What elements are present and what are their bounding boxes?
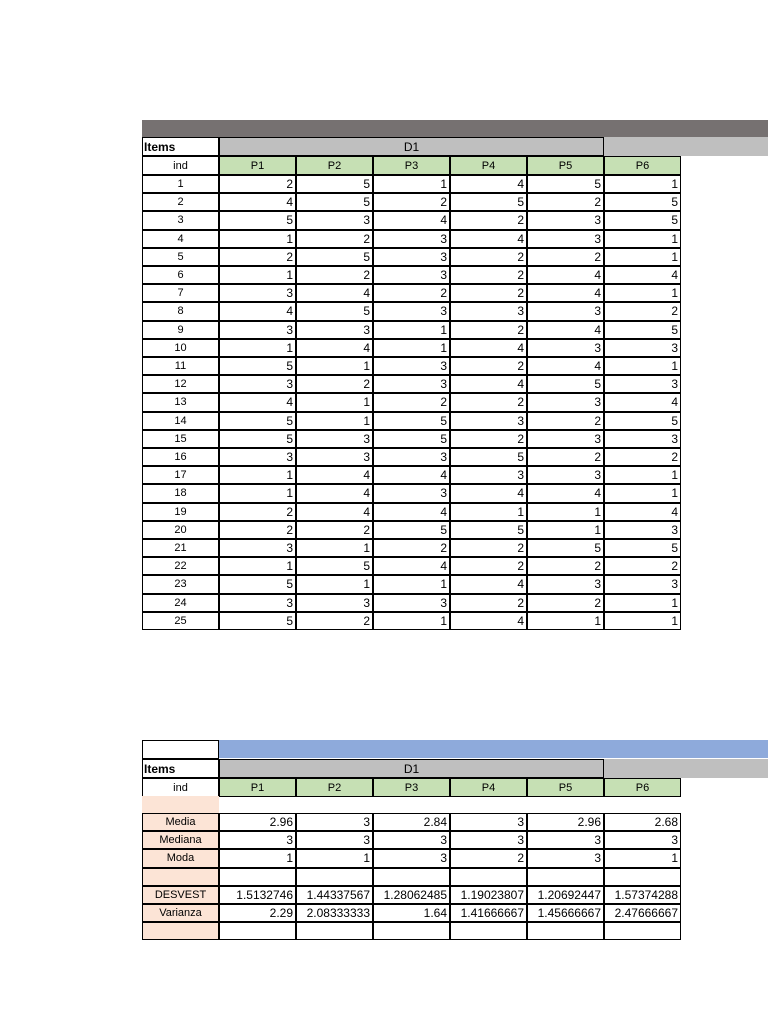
- table1-cell[interactable]: 4: [373, 503, 450, 521]
- table1-cell[interactable]: 4: [219, 302, 296, 321]
- table1-column-header-p1[interactable]: P1: [219, 156, 296, 175]
- table1-cell[interactable]: 4: [604, 393, 681, 412]
- table1-cell[interactable]: 1: [219, 230, 296, 248]
- table2-stat-cell[interactable]: 2: [450, 849, 527, 868]
- table2-stat-cell[interactable]: [604, 868, 681, 886]
- table2-stat-label[interactable]: DESVEST: [142, 886, 219, 904]
- table1-cell[interactable]: 5: [527, 175, 604, 193]
- table1-cell[interactable]: 4: [296, 466, 373, 484]
- table1-cell[interactable]: 5: [604, 412, 681, 430]
- table1-cell[interactable]: 2: [450, 211, 527, 230]
- table2-stat-cell[interactable]: 3: [296, 831, 373, 849]
- table1-cell[interactable]: 3: [527, 575, 604, 594]
- table2-stat-cell[interactable]: 2.96: [219, 813, 296, 831]
- table1-cell[interactable]: 4: [296, 484, 373, 503]
- table2-stat-cell[interactable]: 1.45666667: [527, 904, 604, 922]
- table2-stat-cell[interactable]: [219, 922, 296, 940]
- table1-cell[interactable]: 3: [450, 466, 527, 484]
- table2-column-header-p6[interactable]: P6: [604, 778, 681, 797]
- table1-cell[interactable]: 2: [373, 284, 450, 302]
- table2-stat-cell[interactable]: 2.96: [527, 813, 604, 831]
- table1-cell[interactable]: 2: [527, 412, 604, 430]
- table1-cell[interactable]: 2: [604, 448, 681, 466]
- table1-row-index[interactable]: 5: [142, 248, 219, 266]
- table2-title-bar: [219, 740, 768, 758]
- table1-cell[interactable]: 1: [604, 357, 681, 375]
- table1-cell[interactable]: 3: [373, 230, 450, 248]
- table1-cell[interactable]: 1: [373, 175, 450, 193]
- table1-cell[interactable]: 3: [527, 302, 604, 321]
- table1-cell[interactable]: 4: [450, 612, 527, 630]
- table2-stat-cell[interactable]: 3: [450, 831, 527, 849]
- table2-column-header-p4[interactable]: P4: [450, 778, 527, 797]
- table1-cell[interactable]: 5: [604, 193, 681, 211]
- table2-stat-cell[interactable]: [450, 922, 527, 940]
- table1-row-index[interactable]: 10: [142, 339, 219, 357]
- table1-cell[interactable]: 1: [527, 612, 604, 630]
- table1-cell[interactable]: 2: [296, 612, 373, 630]
- table2-stat-cell[interactable]: 3: [373, 831, 450, 849]
- table1-cell[interactable]: 4: [527, 284, 604, 302]
- table1-row-index[interactable]: 20: [142, 521, 219, 539]
- table1-cell[interactable]: 1: [219, 266, 296, 284]
- table1-cell[interactable]: 2: [296, 266, 373, 284]
- table1-cell[interactable]: 5: [296, 302, 373, 321]
- table1-cell[interactable]: 4: [219, 193, 296, 211]
- table1-cell[interactable]: 4: [450, 375, 527, 393]
- table1-cell[interactable]: 1: [527, 521, 604, 539]
- table1-cell[interactable]: 5: [219, 430, 296, 448]
- table2-stat-cell[interactable]: 1.5132746: [219, 886, 296, 904]
- table1-column-header-p4[interactable]: P4: [450, 156, 527, 175]
- table1-cell[interactable]: 2: [219, 175, 296, 193]
- table1-cell[interactable]: 3: [450, 302, 527, 321]
- table1-cell[interactable]: 1: [219, 339, 296, 357]
- table1-row-index[interactable]: 16: [142, 448, 219, 466]
- table2-stat-cell[interactable]: 1.64: [373, 904, 450, 922]
- table1-cell[interactable]: 2: [450, 284, 527, 302]
- table1-cell[interactable]: 4: [527, 321, 604, 339]
- table1-cell[interactable]: 5: [604, 539, 681, 557]
- table1-cell[interactable]: 3: [296, 321, 373, 339]
- table1-cell[interactable]: 2: [450, 357, 527, 375]
- table2-stat-cell[interactable]: 1: [296, 849, 373, 868]
- table1-cell[interactable]: 2: [604, 302, 681, 321]
- table1-cell[interactable]: 1: [604, 248, 681, 266]
- table1-cell[interactable]: 1: [219, 484, 296, 503]
- table2-stat-cell[interactable]: 1: [219, 849, 296, 868]
- table1-title-bar: [142, 120, 768, 137]
- table1-row-index[interactable]: 7: [142, 284, 219, 302]
- table2-stat-cell[interactable]: 1.19023807: [450, 886, 527, 904]
- table1-cell[interactable]: 4: [219, 393, 296, 412]
- table1-cell[interactable]: 2: [450, 248, 527, 266]
- table1-cell[interactable]: 2: [527, 193, 604, 211]
- table2-stat-cell[interactable]: 1.57374288: [604, 886, 681, 904]
- table1-cell[interactable]: 5: [219, 575, 296, 594]
- table2-stat-cell[interactable]: [296, 922, 373, 940]
- table2-stat-cell[interactable]: [219, 868, 296, 886]
- table2-stat-cell[interactable]: 1.28062485: [373, 886, 450, 904]
- table1-cell[interactable]: 2: [527, 594, 604, 612]
- table2-stat-cell[interactable]: 3: [527, 849, 604, 868]
- table1-cell[interactable]: 2: [219, 503, 296, 521]
- table1-cell[interactable]: 5: [527, 375, 604, 393]
- table2-stat-cell[interactable]: [296, 868, 373, 886]
- table1-cell[interactable]: 3: [219, 321, 296, 339]
- table1-row-index[interactable]: 21: [142, 539, 219, 557]
- table2-corner-cell[interactable]: [142, 740, 219, 759]
- table2-stat-label[interactable]: Moda: [142, 849, 219, 868]
- table1-cell[interactable]: 2: [604, 557, 681, 575]
- table1-cell[interactable]: 2: [527, 448, 604, 466]
- table1-cell[interactable]: 4: [296, 339, 373, 357]
- table1-cell[interactable]: 2: [296, 230, 373, 248]
- table2-stat-cell[interactable]: 2.68: [604, 813, 681, 831]
- table1-row-index[interactable]: 6: [142, 266, 219, 284]
- table1-row-index[interactable]: 8: [142, 302, 219, 321]
- table2-stat-label[interactable]: [142, 868, 219, 886]
- table1-group-d1-continued: [604, 137, 768, 156]
- table1-cell[interactable]: 1: [219, 557, 296, 575]
- table1-cell[interactable]: 1: [296, 357, 373, 375]
- table2-column-header-p1[interactable]: P1: [219, 778, 296, 797]
- table1-cell[interactable]: 1: [219, 466, 296, 484]
- table1-cell[interactable]: 3: [373, 484, 450, 503]
- table1-group-d1[interactable]: D1: [219, 137, 604, 156]
- table2-stat-cell[interactable]: 3: [450, 813, 527, 831]
- table1-cell[interactable]: 1: [296, 539, 373, 557]
- table1-cell[interactable]: 5: [450, 448, 527, 466]
- table1-cell[interactable]: 2: [450, 430, 527, 448]
- table1-row-index[interactable]: 14: [142, 412, 219, 430]
- table1-cell[interactable]: 3: [296, 430, 373, 448]
- table1-cell[interactable]: 5: [219, 412, 296, 430]
- table1-cell[interactable]: 2: [527, 557, 604, 575]
- table2-stat-cell[interactable]: [604, 922, 681, 940]
- table1-cell[interactable]: 3: [373, 266, 450, 284]
- table1-cell[interactable]: 5: [604, 321, 681, 339]
- table2-stat-cell[interactable]: 3: [604, 831, 681, 849]
- table1-cell[interactable]: 3: [219, 539, 296, 557]
- table2-stat-cell[interactable]: [373, 868, 450, 886]
- table1-cell[interactable]: 3: [604, 521, 681, 539]
- table1-cell[interactable]: 4: [296, 503, 373, 521]
- table1-column-header-p2[interactable]: P2: [296, 156, 373, 175]
- table1-cell[interactable]: 3: [296, 448, 373, 466]
- table1-row-index[interactable]: 15: [142, 430, 219, 448]
- table2-column-header-p5[interactable]: P5: [527, 778, 604, 797]
- table1-cell[interactable]: 2: [373, 539, 450, 557]
- table2-stat-cell[interactable]: 1.20692447: [527, 886, 604, 904]
- table1-cell[interactable]: 1: [604, 466, 681, 484]
- table1-cell[interactable]: 1: [604, 230, 681, 248]
- table1-cell[interactable]: 3: [604, 575, 681, 594]
- table2-stat-label[interactable]: Mediana: [142, 831, 219, 849]
- table2-group-d1[interactable]: D1: [219, 759, 604, 778]
- table2-stat-cell[interactable]: 3: [219, 831, 296, 849]
- table1-cell[interactable]: 4: [450, 230, 527, 248]
- table2-column-header-p3[interactable]: P3: [373, 778, 450, 797]
- table1-cell[interactable]: 5: [296, 193, 373, 211]
- table1-cell[interactable]: 3: [527, 393, 604, 412]
- table1-cell[interactable]: 1: [373, 339, 450, 357]
- table1-cell[interactable]: 5: [219, 612, 296, 630]
- table1-cell[interactable]: 3: [373, 448, 450, 466]
- table1-cell[interactable]: 3: [219, 375, 296, 393]
- table1-cell[interactable]: 2: [296, 521, 373, 539]
- table2-stat-cell[interactable]: 2.84: [373, 813, 450, 831]
- table1-cell[interactable]: 5: [296, 557, 373, 575]
- table1-cell[interactable]: 3: [604, 375, 681, 393]
- table1-cell[interactable]: 1: [296, 412, 373, 430]
- table1-cell[interactable]: 1: [604, 484, 681, 503]
- table1-row-index[interactable]: 11: [142, 357, 219, 375]
- table1-cell[interactable]: 4: [450, 175, 527, 193]
- table2-stat-cell[interactable]: 3: [527, 831, 604, 849]
- table2-stat-cell[interactable]: 1.44337567: [296, 886, 373, 904]
- table1-cell[interactable]: 2: [450, 594, 527, 612]
- table2-stat-cell[interactable]: 2.47666667: [604, 904, 681, 922]
- table1-row-index[interactable]: 12: [142, 375, 219, 393]
- table2-stat-label[interactable]: Media: [142, 813, 219, 831]
- table1-cell[interactable]: 4: [373, 466, 450, 484]
- table1-cell[interactable]: 2: [450, 266, 527, 284]
- table1-cell[interactable]: 2: [450, 393, 527, 412]
- table1-cell[interactable]: 1: [373, 575, 450, 594]
- table1-cell[interactable]: 3: [527, 211, 604, 230]
- table1-cell[interactable]: 3: [604, 339, 681, 357]
- table1-cell[interactable]: 5: [219, 211, 296, 230]
- table1-row-index[interactable]: 3: [142, 211, 219, 230]
- table1-cell[interactable]: 2: [450, 539, 527, 557]
- table1-cell[interactable]: 2: [373, 193, 450, 211]
- table1-row-index[interactable]: 17: [142, 466, 219, 484]
- table1-cell[interactable]: 4: [604, 503, 681, 521]
- table1-cell[interactable]: 1: [527, 503, 604, 521]
- table1-cell[interactable]: 3: [527, 230, 604, 248]
- table2-items-label[interactable]: Items: [142, 759, 219, 778]
- table1-cell[interactable]: 1: [604, 284, 681, 302]
- table1-cell[interactable]: 3: [296, 594, 373, 612]
- table1-cell[interactable]: 4: [527, 357, 604, 375]
- table2-stat-cell[interactable]: 3: [373, 849, 450, 868]
- table1-cell[interactable]: 1: [604, 594, 681, 612]
- table1-cell[interactable]: 1: [450, 503, 527, 521]
- table1-cell[interactable]: 1: [373, 612, 450, 630]
- table1-cell[interactable]: 3: [527, 466, 604, 484]
- table1-cell[interactable]: 2: [527, 248, 604, 266]
- table1-cell[interactable]: 3: [373, 594, 450, 612]
- table1-cell[interactable]: 3: [604, 430, 681, 448]
- table1-cell[interactable]: 1: [296, 393, 373, 412]
- table1-cell[interactable]: 4: [373, 211, 450, 230]
- table1-cell[interactable]: 3: [373, 302, 450, 321]
- table1-column-header-p3[interactable]: P3: [373, 156, 450, 175]
- table2-spacer-label[interactable]: [142, 796, 219, 813]
- table1-cell[interactable]: 3: [219, 448, 296, 466]
- table1-column-header-p5[interactable]: P5: [527, 156, 604, 175]
- table1-cell[interactable]: 3: [219, 284, 296, 302]
- table1-cell[interactable]: 2: [450, 321, 527, 339]
- table1-cell[interactable]: 1: [604, 612, 681, 630]
- table1-cell[interactable]: 3: [527, 430, 604, 448]
- table1-cell[interactable]: 2: [219, 248, 296, 266]
- table1-row-index[interactable]: 2: [142, 193, 219, 211]
- table1-row-index[interactable]: 25: [142, 612, 219, 630]
- table1-row-index[interactable]: 22: [142, 557, 219, 575]
- table1-cell[interactable]: 5: [296, 248, 373, 266]
- table1-cell[interactable]: 5: [450, 193, 527, 211]
- table1-cell[interactable]: 1: [604, 175, 681, 193]
- table1-cell[interactable]: 5: [373, 430, 450, 448]
- table1-column-header-p6[interactable]: P6: [604, 156, 681, 175]
- table2-stat-cell[interactable]: 2.29: [219, 904, 296, 922]
- table1-cell[interactable]: 2: [296, 375, 373, 393]
- table1-cell[interactable]: 4: [527, 484, 604, 503]
- table2-group-d1-continued: [604, 759, 768, 778]
- table1-row-index[interactable]: 9: [142, 321, 219, 339]
- table1-cell[interactable]: 4: [450, 575, 527, 594]
- table1-ind-header[interactable]: ind: [142, 156, 219, 175]
- table1-cell[interactable]: 3: [373, 248, 450, 266]
- table1-row-index[interactable]: 23: [142, 575, 219, 594]
- table1-row-index[interactable]: 13: [142, 393, 219, 412]
- table1-cell[interactable]: 1: [373, 321, 450, 339]
- table2-stat-cell[interactable]: 2.08333333: [296, 904, 373, 922]
- table1-cell[interactable]: 5: [219, 357, 296, 375]
- table2-column-header-p2[interactable]: P2: [296, 778, 373, 797]
- table2-stat-cell[interactable]: 1.41666667: [450, 904, 527, 922]
- table1-cell[interactable]: 3: [373, 375, 450, 393]
- table1-cell[interactable]: 3: [373, 357, 450, 375]
- table1-cell[interactable]: 3: [296, 211, 373, 230]
- table2-stat-cell[interactable]: 1: [604, 849, 681, 868]
- table1-cell[interactable]: 1: [296, 575, 373, 594]
- table1-cell[interactable]: 4: [450, 484, 527, 503]
- table1-cell[interactable]: 2: [450, 557, 527, 575]
- table1-cell[interactable]: 2: [373, 393, 450, 412]
- table1-cell[interactable]: 5: [450, 521, 527, 539]
- table1-cell[interactable]: 5: [373, 412, 450, 430]
- table1-row-index[interactable]: 4: [142, 230, 219, 248]
- table1-row-index[interactable]: 19: [142, 503, 219, 521]
- table2-stat-cell[interactable]: [373, 922, 450, 940]
- table1-cell[interactable]: 4: [296, 284, 373, 302]
- table1-cell[interactable]: 5: [373, 521, 450, 539]
- table2-stat-cell[interactable]: [527, 922, 604, 940]
- table1-items-label[interactable]: Items: [142, 137, 219, 156]
- table2-stat-label[interactable]: [142, 922, 219, 940]
- table1-cell[interactable]: 5: [527, 539, 604, 557]
- table1-cell[interactable]: 4: [450, 339, 527, 357]
- table2-stat-cell[interactable]: [527, 868, 604, 886]
- table1-cell[interactable]: 4: [527, 266, 604, 284]
- table1-cell[interactable]: 4: [373, 557, 450, 575]
- table1-cell[interactable]: 3: [450, 412, 527, 430]
- table2-ind-header[interactable]: ind: [142, 778, 219, 797]
- table2-stat-cell[interactable]: 3: [296, 813, 373, 831]
- table1-row-index[interactable]: 1: [142, 175, 219, 193]
- table2-stat-label[interactable]: Varianza: [142, 904, 219, 922]
- table1-row-index[interactable]: 18: [142, 484, 219, 503]
- table2-stat-cell[interactable]: [450, 868, 527, 886]
- table1-cell[interactable]: 3: [219, 594, 296, 612]
- table1-cell[interactable]: 4: [604, 266, 681, 284]
- table1-cell[interactable]: 5: [604, 211, 681, 230]
- table1-cell[interactable]: 3: [527, 339, 604, 357]
- table1-row-index[interactable]: 24: [142, 594, 219, 612]
- table1-cell[interactable]: 5: [296, 175, 373, 193]
- table1-cell[interactable]: 2: [219, 521, 296, 539]
